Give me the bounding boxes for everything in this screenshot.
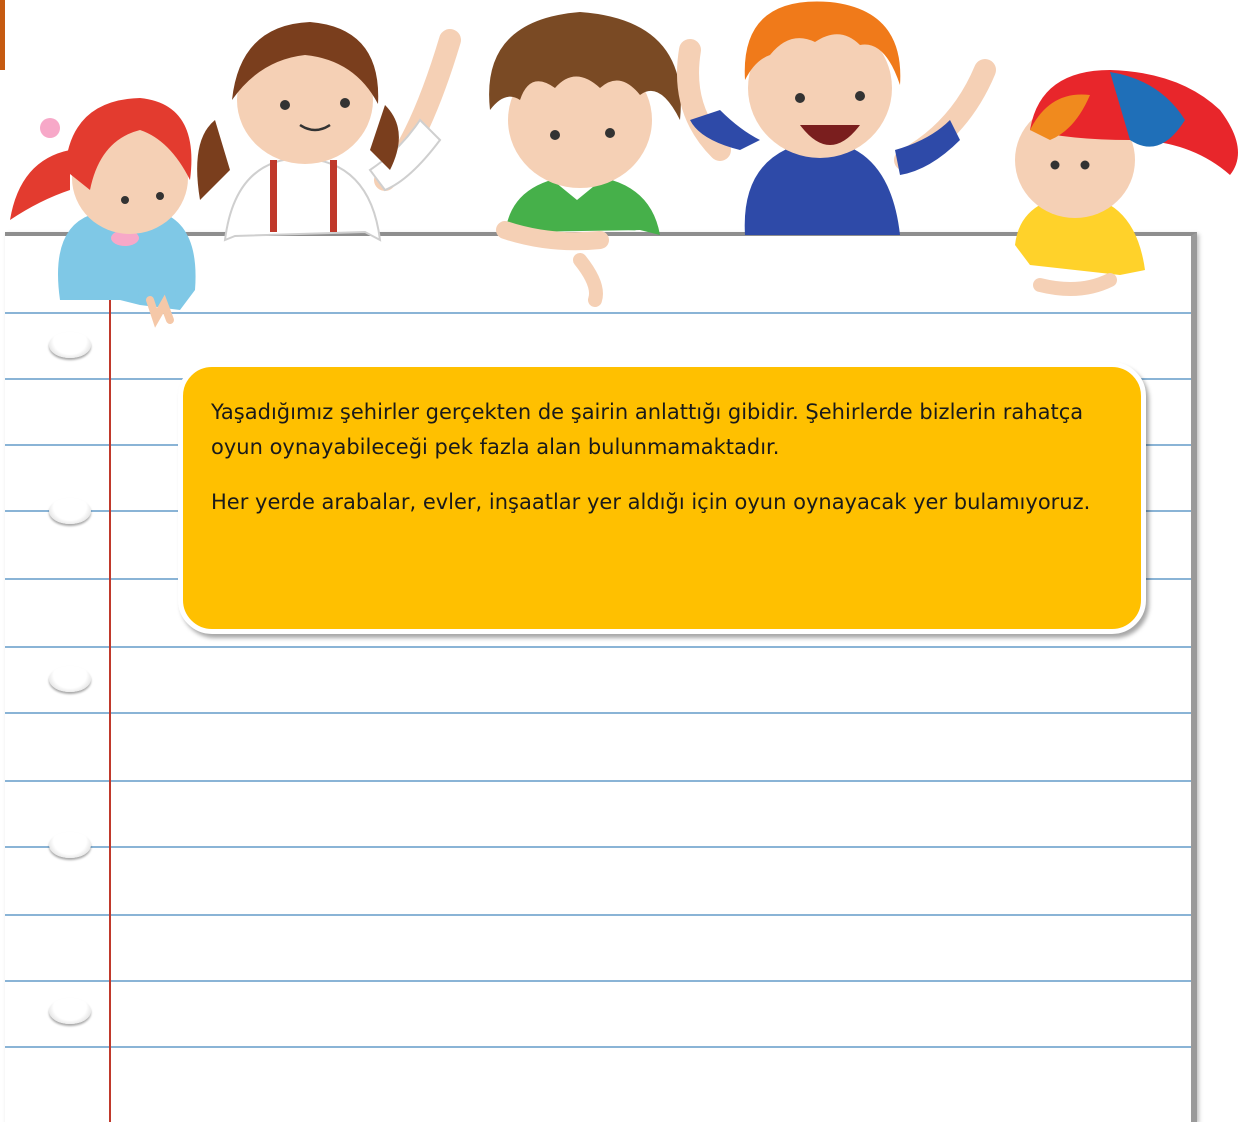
- ruled-line: [5, 1046, 1191, 1048]
- girl-red-hair-figure: [10, 98, 196, 320]
- binder-hole: [49, 832, 91, 858]
- binder-hole: [49, 498, 91, 524]
- margin-line: [109, 236, 111, 1122]
- ruled-line: [5, 914, 1191, 916]
- binder-hole: [49, 666, 91, 692]
- callout-paragraph-2: Her yerde arabalar, evler, inşaatlar yer aldığı için oyun oynayacak yer bulamıyoruz.: [211, 490, 1091, 514]
- text-callout-box: [178, 362, 1146, 634]
- ruled-line: [5, 646, 1191, 648]
- boy-cap-figure: [1015, 70, 1238, 289]
- ruled-line: [5, 980, 1191, 982]
- ruled-line: [5, 712, 1191, 714]
- boy-orange-hair-figure: [688, 1, 985, 235]
- ruled-line: [5, 846, 1191, 848]
- callout-paragraph-1: Yaşadığımız şehirler gerçekten de şairin anlattığı gibidir. Şehirlerde bizlerin rahatça oyun oynayabileceği pek fazla alan bulunmamaktadır.: [211, 400, 1084, 459]
- binder-hole: [49, 998, 91, 1024]
- boy-curly-hair-figure: [489, 12, 681, 300]
- children-illustration: [0, 0, 1253, 340]
- girl-brown-hair-figure: [197, 22, 450, 240]
- ruled-line: [5, 780, 1191, 782]
